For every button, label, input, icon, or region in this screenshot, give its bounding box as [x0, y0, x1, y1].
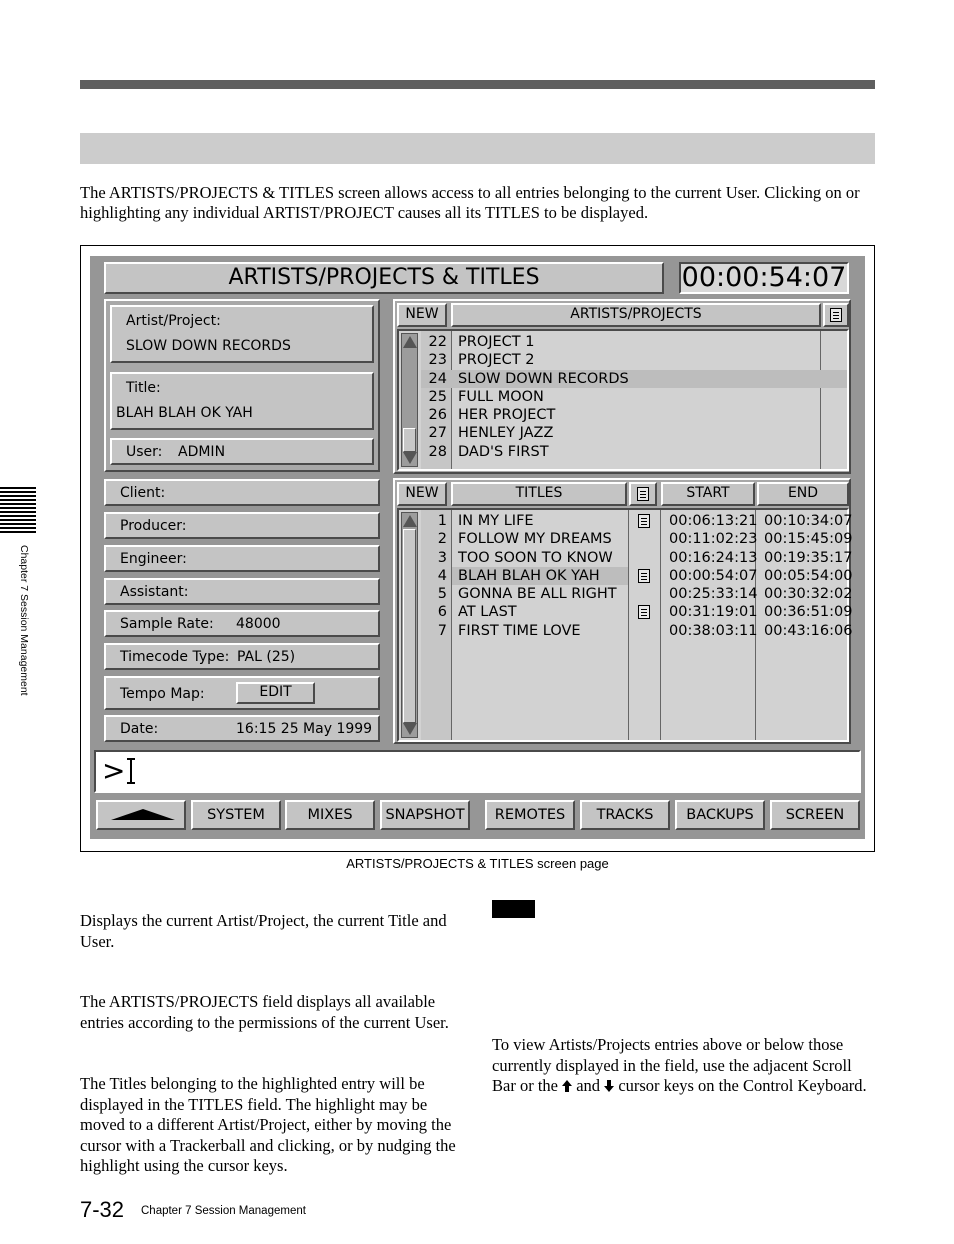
- list-item[interactable]: 26 HER PROJECT: [428, 407, 556, 424]
- page-up-button[interactable]: [96, 800, 186, 830]
- tempo-map-field: [104, 676, 380, 710]
- list-item[interactable]: 27 HENLEY JAZZ: [428, 425, 554, 442]
- tempo-edit-button[interactable]: EDIT: [236, 682, 315, 704]
- titles-list-box: [397, 508, 853, 742]
- artists-notes-button[interactable]: [823, 303, 849, 327]
- assistant-field[interactable]: [104, 578, 380, 605]
- sample-rate-value: 48000: [236, 616, 281, 632]
- titles-header: TITLES: [451, 482, 627, 506]
- sample-rate-label: Sample Rate:: [120, 616, 214, 632]
- date-label: Date:: [120, 721, 159, 737]
- top-rule: [80, 80, 875, 89]
- timecode-type-value: PAL (25): [237, 649, 296, 665]
- note-label-box: [492, 900, 535, 918]
- chapter-tab-marker: [0, 487, 36, 533]
- titles-notes-button[interactable]: [629, 482, 657, 506]
- table-row[interactable]: 5 GONNA BE ALL RIGHT 00:25:33:14 00:30:32:02: [437, 586, 853, 603]
- down-arrow-key-icon: [604, 1080, 614, 1092]
- table-row[interactable]: 6 AT LAST 00:31:19:01 00:36:51:09: [437, 604, 853, 621]
- remotes-button[interactable]: REMOTES: [485, 800, 575, 830]
- titles-scroll-thumb[interactable]: [403, 529, 416, 723]
- titles-scrollbar[interactable]: [401, 512, 418, 738]
- command-prompt: >: [102, 754, 126, 787]
- date-value: 16:15 25 May 1999: [236, 721, 373, 737]
- table-row-selected[interactable]: 4 BLAH BLAH OK YAH 00:00:54:07 00:05:54:00: [437, 567, 853, 584]
- tempo-map-label: Tempo Map:: [120, 686, 205, 702]
- artists-projects-panel: [393, 299, 851, 474]
- screen-button[interactable]: SCREEN: [770, 800, 860, 830]
- timecode-type-label: Timecode Type:: [120, 649, 230, 665]
- date-field: [104, 715, 380, 742]
- start-header: START: [661, 482, 755, 506]
- artist-project-value: SLOW DOWN RECORDS: [126, 338, 291, 354]
- client-label: Client:: [120, 485, 166, 501]
- list-item[interactable]: 22 PROJECT 1: [428, 334, 535, 350]
- intro-paragraph: The ARTISTS/PROJECTS & TITLES screen allows access to all entries belonging to the current User. Clicking on or highlighting any individual ARTIST/PROJECT causes all its TITLES to be displayed.: [80, 183, 860, 222]
- backups-button[interactable]: BACKUPS: [675, 800, 765, 830]
- timecode-type-field[interactable]: [104, 643, 380, 670]
- engineer-label: Engineer:: [120, 551, 187, 567]
- titles-list: [421, 512, 851, 640]
- scroll-up-icon[interactable]: [403, 515, 417, 527]
- artists-projects-titles-screen: [90, 256, 865, 839]
- engineer-field[interactable]: [104, 545, 380, 572]
- paragraph-titles-field: The Titles belonging to the highlighted entry will be displayed in the TITLES field. The highlight may be moved to a different Artist/Project, either by moving the cursor with a Trackerball and clicking, or by nudging the highlight using the cursor keys.: [80, 1074, 456, 1175]
- artists-new-button[interactable]: NEW: [397, 303, 447, 327]
- user-display: [110, 438, 374, 465]
- client-field[interactable]: [104, 479, 380, 506]
- producer-label: Producer:: [120, 518, 187, 534]
- artists-header: ARTISTS/PROJECTS: [451, 303, 821, 327]
- end-header: END: [757, 482, 849, 506]
- artist-project-label: Artist/Project:: [126, 313, 221, 329]
- paragraph-scroll: To view Artists/Projects entries above or below those currently displayed in the field, use the adjacent Scroll Bar or the and cursor keys on the Control Keyboard.: [492, 1035, 867, 1095]
- list-item[interactable]: 28 DAD'S FIRST: [428, 443, 549, 460]
- note-icon[interactable]: [638, 514, 650, 528]
- command-input[interactable]: [94, 750, 861, 793]
- artists-list: [421, 333, 847, 461]
- artist-project-display: [110, 305, 374, 363]
- paragraph-artists-field: The ARTISTS/PROJECTS field displays all available entries according to the permissions of the current User.: [80, 992, 449, 1032]
- title-label: Title:: [126, 380, 161, 396]
- tracks-button[interactable]: TRACKS: [580, 800, 670, 830]
- footer-chapter: Chapter 7 Session Management: [141, 1205, 306, 1217]
- system-button[interactable]: SYSTEM: [191, 800, 281, 830]
- title-display: [110, 372, 374, 430]
- artists-scrollbar[interactable]: [401, 333, 418, 467]
- assistant-label: Assistant:: [120, 584, 189, 600]
- sample-rate-field[interactable]: [104, 610, 380, 637]
- timecode-clock: 00:00:54:07: [679, 262, 849, 294]
- section-heading-bar: [80, 133, 875, 164]
- user-value: ADMIN: [178, 444, 226, 460]
- mixes-button[interactable]: MIXES: [285, 800, 375, 830]
- artists-scroll-thumb[interactable]: [403, 428, 416, 452]
- up-arrow-key-icon: [562, 1080, 572, 1092]
- current-info-group: [104, 299, 380, 472]
- producer-field[interactable]: [104, 512, 380, 539]
- table-row[interactable]: 3 TOO SOON TO KNOW 00:16:24:13 00:19:35:17: [437, 549, 853, 566]
- table-row[interactable]: 7 FIRST TIME LOVE 00:38:03:11 00:43:16:06: [437, 622, 853, 639]
- paragraph-current-info: Displays the current Artist/Project, the current Title and User.: [80, 911, 447, 951]
- note-icon[interactable]: [638, 569, 650, 583]
- artists-list-box: [397, 329, 849, 471]
- document-icon: [637, 487, 649, 501]
- page-number: 7-32: [80, 1197, 125, 1222]
- user-label: User:: [126, 444, 163, 460]
- scroll-down-icon[interactable]: [403, 723, 417, 735]
- title-value: BLAH BLAH OK YAH: [116, 405, 253, 421]
- list-item[interactable]: 23 PROJECT 2: [428, 352, 535, 369]
- scroll-down-icon[interactable]: [403, 452, 417, 464]
- figure-caption: ARTISTS/PROJECTS & TITLES screen page: [346, 856, 609, 871]
- titles-panel: [393, 478, 851, 744]
- titles-new-button[interactable]: NEW: [397, 482, 447, 506]
- table-row[interactable]: 2 FOLLOW MY DREAMS 00:11:02:23 00:15:45:09: [437, 531, 853, 548]
- side-chapter-label: Chapter 7 Session Management: [18, 545, 30, 696]
- document-icon: [830, 308, 842, 322]
- up-triangle-icon: [111, 809, 175, 820]
- screen-title: ARTISTS/PROJECTS & TITLES: [104, 262, 664, 294]
- table-row[interactable]: 1 IN MY LIFE 00:06:13:21 00:10:34:07: [437, 513, 853, 529]
- list-item[interactable]: 25 FULL MOON: [428, 388, 544, 405]
- list-item-selected[interactable]: 24 SLOW DOWN RECORDS: [421, 370, 847, 388]
- note-icon[interactable]: [638, 605, 650, 619]
- text-cursor-icon: [127, 758, 135, 784]
- scroll-up-icon[interactable]: [403, 336, 417, 348]
- snapshot-button[interactable]: SNAPSHOT: [380, 800, 470, 830]
